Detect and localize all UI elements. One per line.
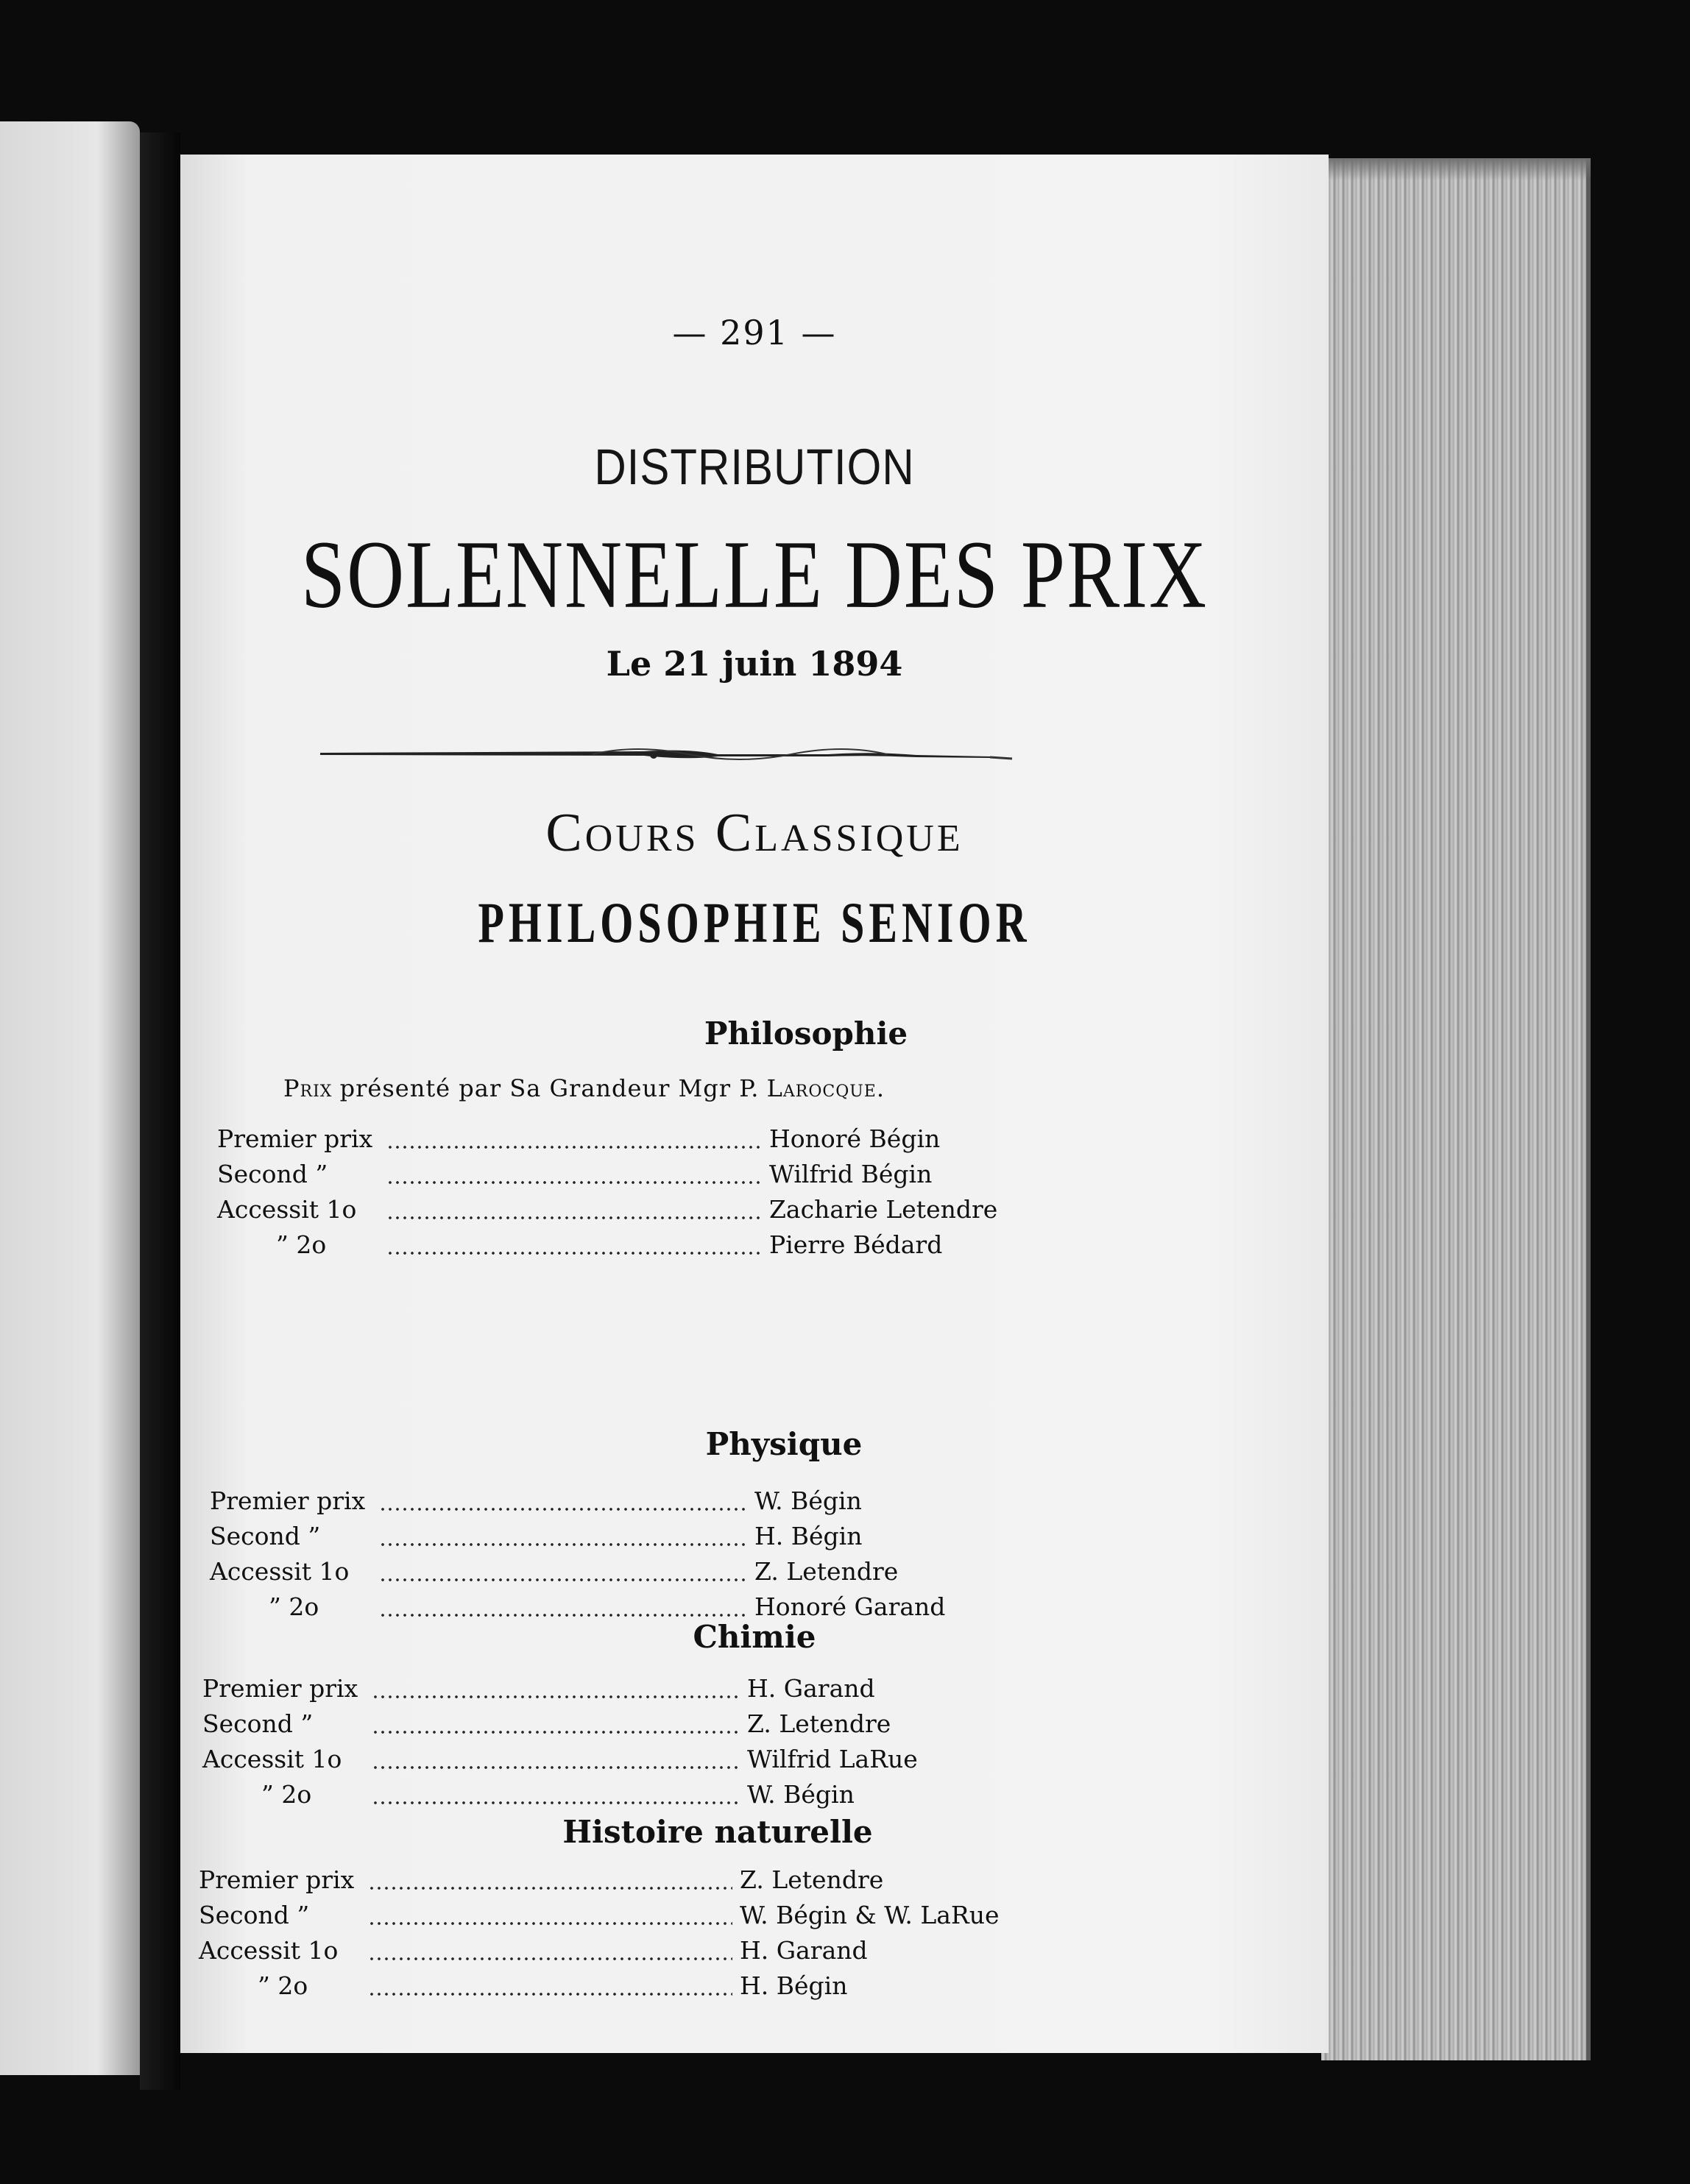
list-item (199, 1936, 1156, 1968)
book-page (180, 155, 1329, 2053)
prize-label: Second ” (202, 1709, 314, 1738)
winner-name: H. Garand (740, 1936, 868, 1965)
dot-leader (368, 1886, 732, 1890)
list-item (210, 1522, 1130, 1554)
winner-name: W. Bégin (754, 1486, 862, 1515)
list-item (210, 1486, 1130, 1519)
winner-name: W. Bégin & W. LaRue (740, 1901, 1000, 1929)
dot-leader (368, 1957, 732, 1961)
page-number: — 291 — (672, 313, 837, 352)
book-gutter (140, 132, 180, 2090)
dot-leader (372, 1730, 740, 1734)
book-page-edges-shadow (1321, 158, 1591, 180)
prize-label: ” 2o (269, 1592, 319, 1621)
list-item (199, 1901, 1156, 1933)
prize-label: ” 2o (258, 1971, 308, 2000)
prize-label: Second ” (210, 1522, 321, 1550)
dot-leader (379, 1613, 747, 1617)
dot-leader (379, 1542, 747, 1547)
winner-name: Wilfrid LaRue (747, 1745, 918, 1773)
winner-name: Z. Letendre (754, 1557, 899, 1586)
prize-label: Accessit 1o (210, 1557, 350, 1586)
winner-name: Honoré Garand (754, 1592, 946, 1621)
winner-name: H. Bégin (740, 1971, 848, 2000)
prize-label: Accessit 1o (199, 1936, 339, 1965)
list-item (202, 1780, 1122, 1812)
section-heading-physique: Physique (705, 1426, 863, 1462)
prize-label: Premier prix (199, 1865, 355, 1894)
winner-name: H. Garand (747, 1674, 875, 1703)
dot-leader (368, 1921, 732, 1926)
list-item (217, 1160, 1137, 1192)
prize-label: Second ” (199, 1901, 310, 1929)
winner-name: W. Bégin (747, 1780, 855, 1809)
winner-name: Wilfrid Bégin (769, 1160, 933, 1188)
winner-name: Zacharie Letendre (769, 1195, 998, 1224)
prize-label: Premier prix (202, 1674, 358, 1703)
title-distribution: DISTRIBUTION (594, 438, 915, 496)
dot-leader (386, 1251, 762, 1255)
dot-leader (379, 1578, 747, 1582)
prize-label: Premier prix (210, 1486, 366, 1515)
list-item (202, 1709, 1122, 1742)
list-item (217, 1195, 1137, 1227)
list-item (202, 1674, 1122, 1706)
winner-name: Z. Letendre (740, 1865, 884, 1894)
presenter-name: Larocque. (766, 1074, 885, 1102)
list-item (210, 1557, 1130, 1589)
list-item (199, 1971, 1156, 2004)
list-item (217, 1124, 1137, 1157)
winner-name: Pierre Bédard (769, 1230, 943, 1259)
dot-leader (372, 1695, 740, 1699)
dot-leader (372, 1765, 740, 1770)
dot-leader (386, 1180, 762, 1185)
list-item (199, 1865, 1156, 1898)
presenter-prefix: Prix (283, 1074, 333, 1102)
list-item (202, 1745, 1122, 1777)
section-heading-philosophie: Philosophie (704, 1015, 908, 1052)
title-solennelle-des-prix: SOLENNELLE DES PRIX (301, 521, 1208, 628)
prize-label: ” 2o (261, 1780, 312, 1809)
dot-leader (379, 1507, 747, 1511)
prize-label: Second ” (217, 1160, 328, 1188)
prize-label: Accessit 1o (217, 1195, 357, 1224)
level-heading: PHILOSOPHIE SENIOR (478, 890, 1031, 955)
list-item (217, 1230, 1137, 1263)
dot-leader (386, 1216, 762, 1220)
ornamental-divider (180, 732, 1329, 776)
prize-label: ” 2o (276, 1230, 327, 1259)
winner-name: Z. Letendre (747, 1709, 891, 1738)
dot-leader (372, 1801, 740, 1805)
prize-label: Accessit 1o (202, 1745, 342, 1773)
facing-page-edge (0, 121, 140, 2075)
course-heading: Cours Classique (545, 803, 964, 863)
dot-leader (368, 1992, 732, 1996)
prize-presenter-note (283, 1074, 885, 1102)
winner-name: Honoré Bégin (769, 1124, 941, 1153)
prize-label: Premier prix (217, 1124, 373, 1153)
presenter-text: présenté par Sa Grandeur Mgr P. (339, 1074, 760, 1102)
section-heading-histoire-naturelle: Histoire naturelle (562, 1814, 873, 1850)
dot-leader (386, 1145, 762, 1149)
ceremony-date: Le 21 juin 1894 (606, 644, 903, 684)
book-page-edges (1321, 158, 1591, 2060)
section-heading-chimie: Chimie (693, 1619, 816, 1655)
winner-name: H. Bégin (754, 1522, 863, 1550)
